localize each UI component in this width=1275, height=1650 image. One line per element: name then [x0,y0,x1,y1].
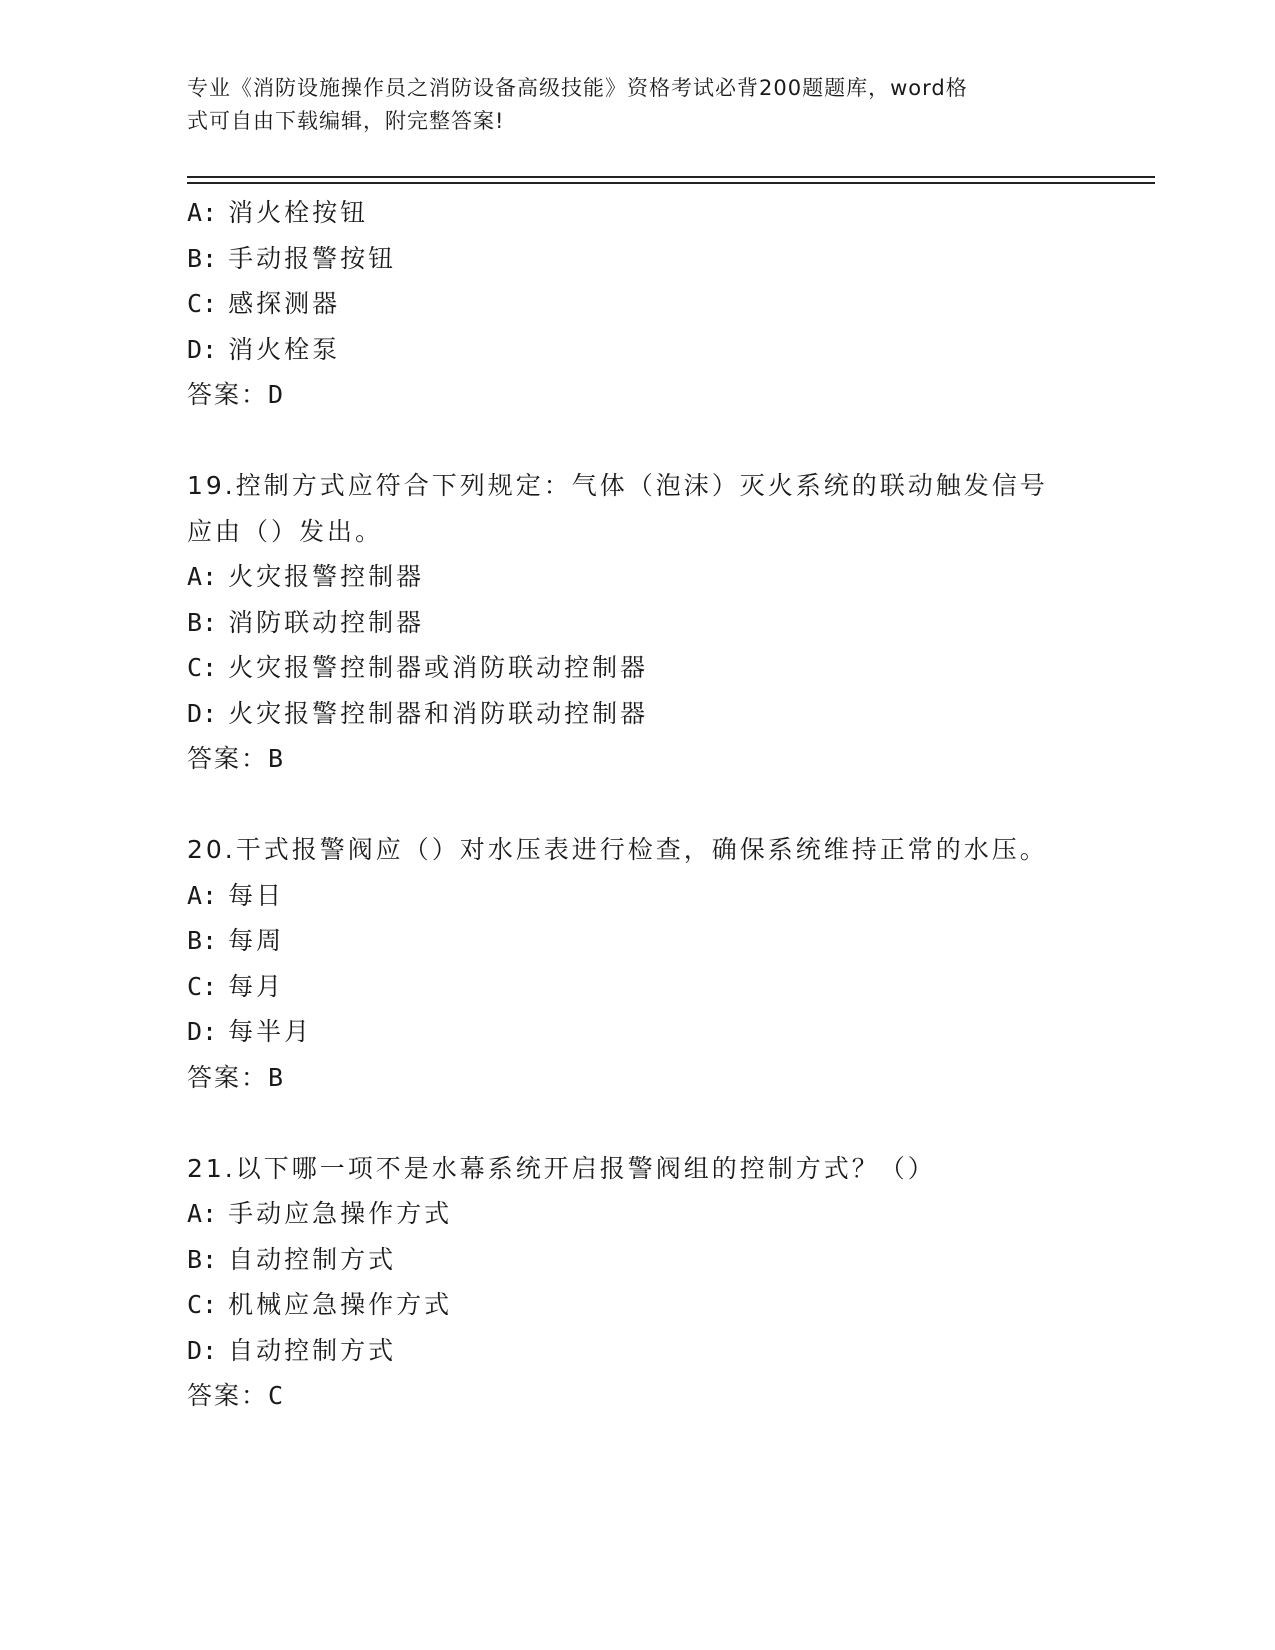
option-text: 手动应急操作方式 [228,1199,453,1228]
option-letter: B: [187,243,218,273]
option-text: 火灾报警控制器 [228,562,425,591]
answer-value: D [268,380,286,409]
question-text-line-1: 21.以下哪一项不是水幕系统开启报警阀组的控制方式？（） [187,1153,936,1183]
option-b [187,918,1087,964]
option-text: 每月 [228,971,285,1001]
option-d [187,691,1087,737]
option-letter: C: [187,971,218,1001]
header-divider-bottom [187,182,1155,184]
header-line-1: 专业《消防设施操作员之消防设备高级技能》资格考试必背200题题库，word格 [187,76,968,100]
option-c [187,645,1087,691]
option-letter: A: [187,880,218,910]
option-text: 消火栓泵 [228,334,341,364]
option-a [187,554,1087,600]
option-text: 消火栓按钮 [228,198,369,227]
answer-label: 答案： [187,380,269,409]
option-letter: C: [187,653,218,682]
answer-value: C [268,1381,286,1410]
option-letter: A: [187,562,218,591]
option-b [187,600,1087,646]
question-text-line-1: 20.干式报警阀应（）对水压表进行检查，确保系统维持正常的水压。 [187,835,1048,864]
option-c [187,964,1087,1010]
option-text: 手动报警按钮 [228,243,397,273]
option-letter: A: [187,198,218,227]
answer-value: B [268,744,286,773]
option-letter: D: [187,334,218,364]
spacer [187,782,1087,828]
option-letter: C: [187,289,218,318]
spacer [187,418,1087,464]
question-block-18 [187,190,1087,418]
option-text: 消防联动控制器 [228,607,425,637]
option-a [187,873,1087,919]
option-text: 自动控制方式 [228,1244,397,1274]
option-text: 火灾报警控制器或消防联动控制器 [228,653,649,682]
answer-line [187,736,1087,782]
question-block-21 [187,1146,1087,1419]
spacer [187,1100,1087,1146]
option-a [187,190,1087,236]
option-letter: B: [187,607,218,637]
option-a [187,1191,1087,1237]
answer-label: 答案： [187,1381,269,1410]
option-text: 每日 [228,880,285,910]
option-d [187,327,1087,373]
option-letter: B: [187,926,218,955]
option-d [187,1328,1087,1374]
option-text: 每周 [228,926,285,955]
question-list [187,190,1087,1419]
option-c [187,281,1087,327]
option-c [187,1282,1087,1328]
option-b [187,236,1087,282]
header-line-2: 式可自由下载编辑，附完整答案! [187,109,505,133]
option-letter: D: [187,1335,218,1365]
answer-label: 答案： [187,1062,269,1092]
document-header [187,72,1067,138]
question-text-line-1: 19.控制方式应符合下列规定：气体（泡沫）灭火系统的联动触发信号 [187,471,1048,500]
option-letter: D: [187,698,218,728]
option-text: 火灾报警控制器和消防联动控制器 [228,698,649,728]
question-block-20 [187,827,1087,1100]
question-block-19 [187,463,1087,782]
answer-value: B [268,1062,286,1092]
option-text: 自动控制方式 [228,1335,397,1365]
question-text-line-2: 应由（）发出。 [187,516,384,546]
answer-line [187,1055,1087,1101]
header-divider-top [187,176,1155,178]
option-text: 感探测器 [228,289,341,318]
option-letter: D: [187,1017,218,1046]
answer-label: 答案： [187,744,269,773]
option-b [187,1237,1087,1283]
answer-line [187,372,1087,418]
option-text: 机械应急操作方式 [228,1290,453,1319]
option-letter: C: [187,1290,218,1319]
option-letter: B: [187,1244,218,1274]
option-d [187,1009,1087,1055]
option-letter: A: [187,1199,218,1228]
answer-line [187,1373,1087,1419]
option-text: 每半月 [228,1017,313,1046]
